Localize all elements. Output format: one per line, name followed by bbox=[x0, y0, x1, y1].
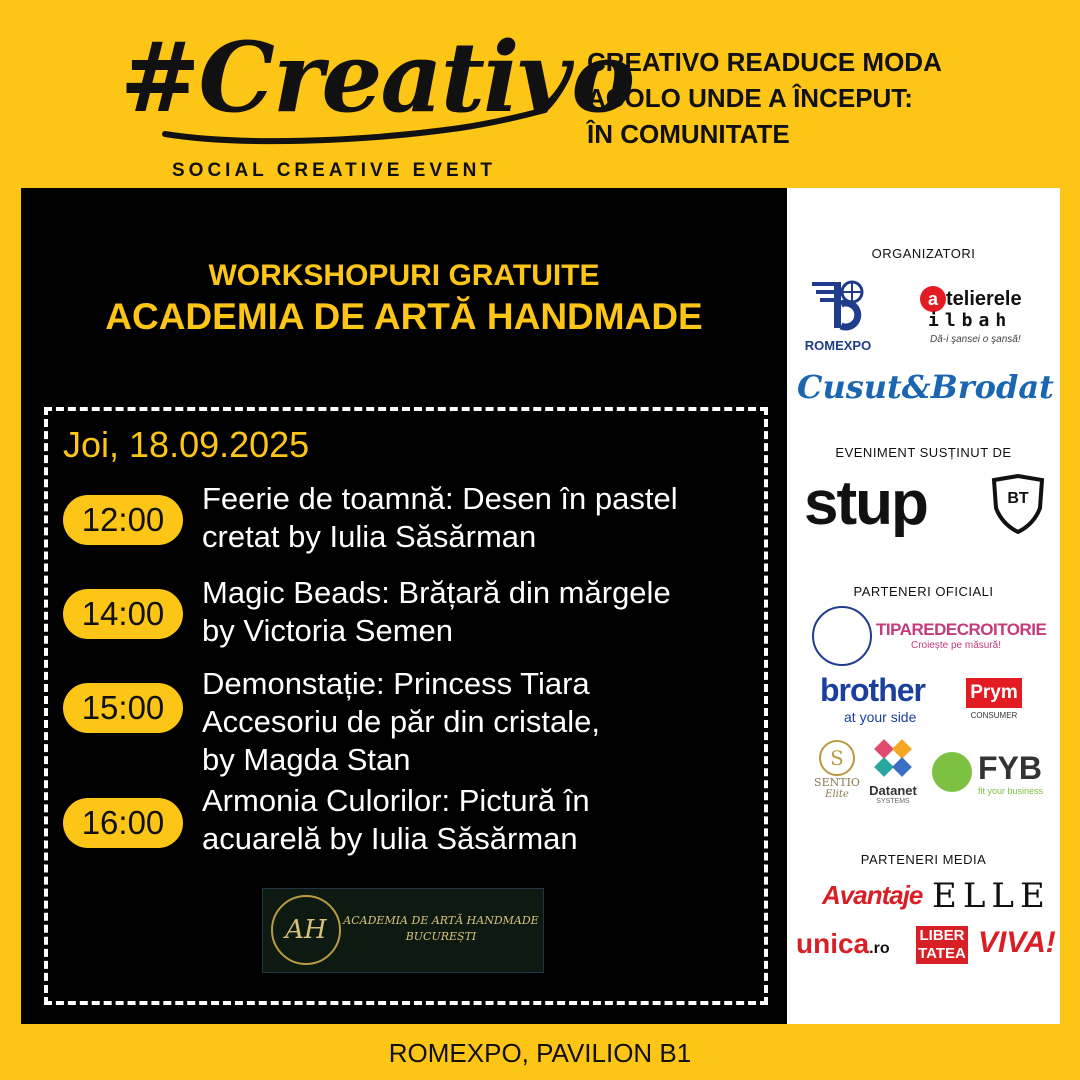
atelierele-slogan: Dă-i şansei o şansă! bbox=[930, 334, 1021, 345]
prym-sub: CONSUMER bbox=[970, 711, 1018, 720]
unica-logo bbox=[796, 928, 890, 960]
session-line: by Magda Stan bbox=[202, 742, 411, 777]
media-partners-label: PARTENERI MEDIA bbox=[860, 852, 987, 867]
workshop-title-line1: WORKSHOPURI GRATUITE bbox=[208, 259, 600, 292]
bt-logo bbox=[990, 474, 1046, 534]
sentio-mark-icon: S bbox=[819, 740, 855, 776]
session-description bbox=[202, 574, 762, 650]
academy-logo bbox=[262, 888, 544, 973]
tipare-text: TIPAREDECROITORIE bbox=[876, 620, 1047, 639]
academy-logo-text bbox=[343, 913, 539, 945]
tagline-line: ÎN COMUNITATE bbox=[587, 119, 790, 149]
session-description bbox=[202, 782, 762, 858]
prym-text: Prym bbox=[966, 678, 1022, 708]
sentio-text: SENTIO bbox=[814, 776, 860, 789]
sentio-elite-logo bbox=[812, 740, 862, 810]
avantaje-logo: Avantaje bbox=[822, 880, 923, 910]
official-partners-label: PARTENERI OFICIALI bbox=[853, 584, 994, 599]
brother-text: brother bbox=[820, 672, 925, 708]
romexpo-text: ROMEXPO bbox=[804, 338, 872, 353]
tipare-de-croitorie-logo bbox=[876, 620, 1046, 660]
brother-slogan: at your side bbox=[844, 709, 917, 725]
libertatea-line: TATEA bbox=[918, 945, 966, 962]
romexpo-mark-icon bbox=[806, 278, 866, 332]
academy-monogram: AH bbox=[271, 895, 341, 965]
session-line: Magic Beads: Brățară din mărgele bbox=[202, 575, 671, 610]
session-row bbox=[63, 782, 763, 862]
ilbah-text: ilbah bbox=[928, 310, 1013, 331]
academy-logo-line: ACADEMIA DE ARTĂ HANDMADE bbox=[343, 914, 539, 927]
datanet-sub: SYSTEMS bbox=[876, 798, 910, 805]
time-badge: 14:00 bbox=[63, 589, 183, 639]
datanet-mark-icon bbox=[873, 738, 913, 778]
session-description bbox=[202, 665, 762, 779]
session-line: Demonstație: Princess Tiara bbox=[202, 666, 590, 701]
time-badge: 12:00 bbox=[63, 495, 183, 545]
logo-subtitle: SOCIAL CREATIVE EVENT bbox=[172, 160, 496, 181]
fyb-text: FYB bbox=[978, 750, 1042, 786]
atelierele-a-icon: a bbox=[920, 286, 946, 312]
session-line: by Victoria Semen bbox=[202, 613, 453, 648]
stup-logo: stup bbox=[804, 469, 927, 538]
atelierele-ilbah-logo bbox=[920, 282, 1050, 352]
unica-text: unica bbox=[796, 928, 870, 959]
datanet-logo bbox=[858, 738, 928, 814]
tagline bbox=[587, 44, 1007, 152]
time-badge: 15:00 bbox=[63, 683, 183, 733]
tipare-slogan: Croiește pe măsură! bbox=[910, 640, 1002, 651]
fyb-mark-icon bbox=[932, 752, 972, 792]
logo-wordmark: #Creativo bbox=[120, 21, 634, 134]
cusut-brodat-logo: Cusut&Brodat bbox=[797, 368, 1054, 406]
bt-text: BT bbox=[1007, 490, 1029, 507]
romexpo-logo bbox=[798, 278, 878, 356]
event-location: ROMEXPO, PAVILION B1 bbox=[388, 1038, 692, 1068]
time-badge: 16:00 bbox=[63, 798, 183, 848]
unica-suffix: .ro bbox=[869, 940, 890, 957]
session-row bbox=[63, 480, 763, 560]
elle-logo: ELLE bbox=[932, 876, 1051, 916]
logo-swash-icon bbox=[160, 106, 550, 146]
sentio-sub: Elite bbox=[825, 789, 849, 800]
fyb-logo bbox=[932, 750, 1054, 800]
supported-by-label: EVENIMENT SUSȚINUT DE bbox=[835, 445, 1012, 460]
viva-logo: VIVA! bbox=[978, 926, 1056, 959]
prym-logo bbox=[966, 678, 1024, 724]
session-row bbox=[63, 665, 763, 779]
organizers-label: ORGANIZATORI bbox=[871, 246, 976, 261]
libertatea-line: LIBER bbox=[919, 927, 965, 944]
session-line: acuarelă by Iulia Săsărman bbox=[202, 821, 578, 856]
libertatea-logo bbox=[916, 926, 968, 964]
brother-logo bbox=[820, 672, 955, 726]
session-description bbox=[202, 480, 762, 556]
fyb-slogan: fit your business bbox=[978, 786, 1044, 796]
workshop-title-line2: ACADEMIA DE ARTĂ HANDMADE bbox=[105, 296, 703, 337]
datanet-text: Datanet bbox=[869, 783, 917, 798]
tagline-line: CREATIVO READUCE MODA bbox=[587, 47, 942, 77]
event-date: Joi, 18.09.2025 bbox=[63, 424, 310, 465]
session-line: Accesoriu de păr din cristale, bbox=[202, 704, 601, 739]
creativo-logo bbox=[120, 18, 634, 181]
session-line: cretat by Iulia Săsărman bbox=[202, 519, 537, 554]
atelierele-text: telierele bbox=[946, 288, 1022, 310]
workshop-title bbox=[0, 258, 808, 340]
session-line: Feerie de toamnă: Desen în pastel bbox=[202, 481, 678, 516]
chamber-of-commerce-seal-icon bbox=[812, 606, 872, 666]
academy-logo-line: BUCUREȘTI bbox=[405, 930, 477, 943]
tagline-line: ACOLO UNDE A ÎNCEPUT: bbox=[587, 83, 913, 113]
session-row bbox=[63, 574, 763, 654]
session-line: Armonia Culorilor: Pictură în bbox=[202, 783, 590, 818]
